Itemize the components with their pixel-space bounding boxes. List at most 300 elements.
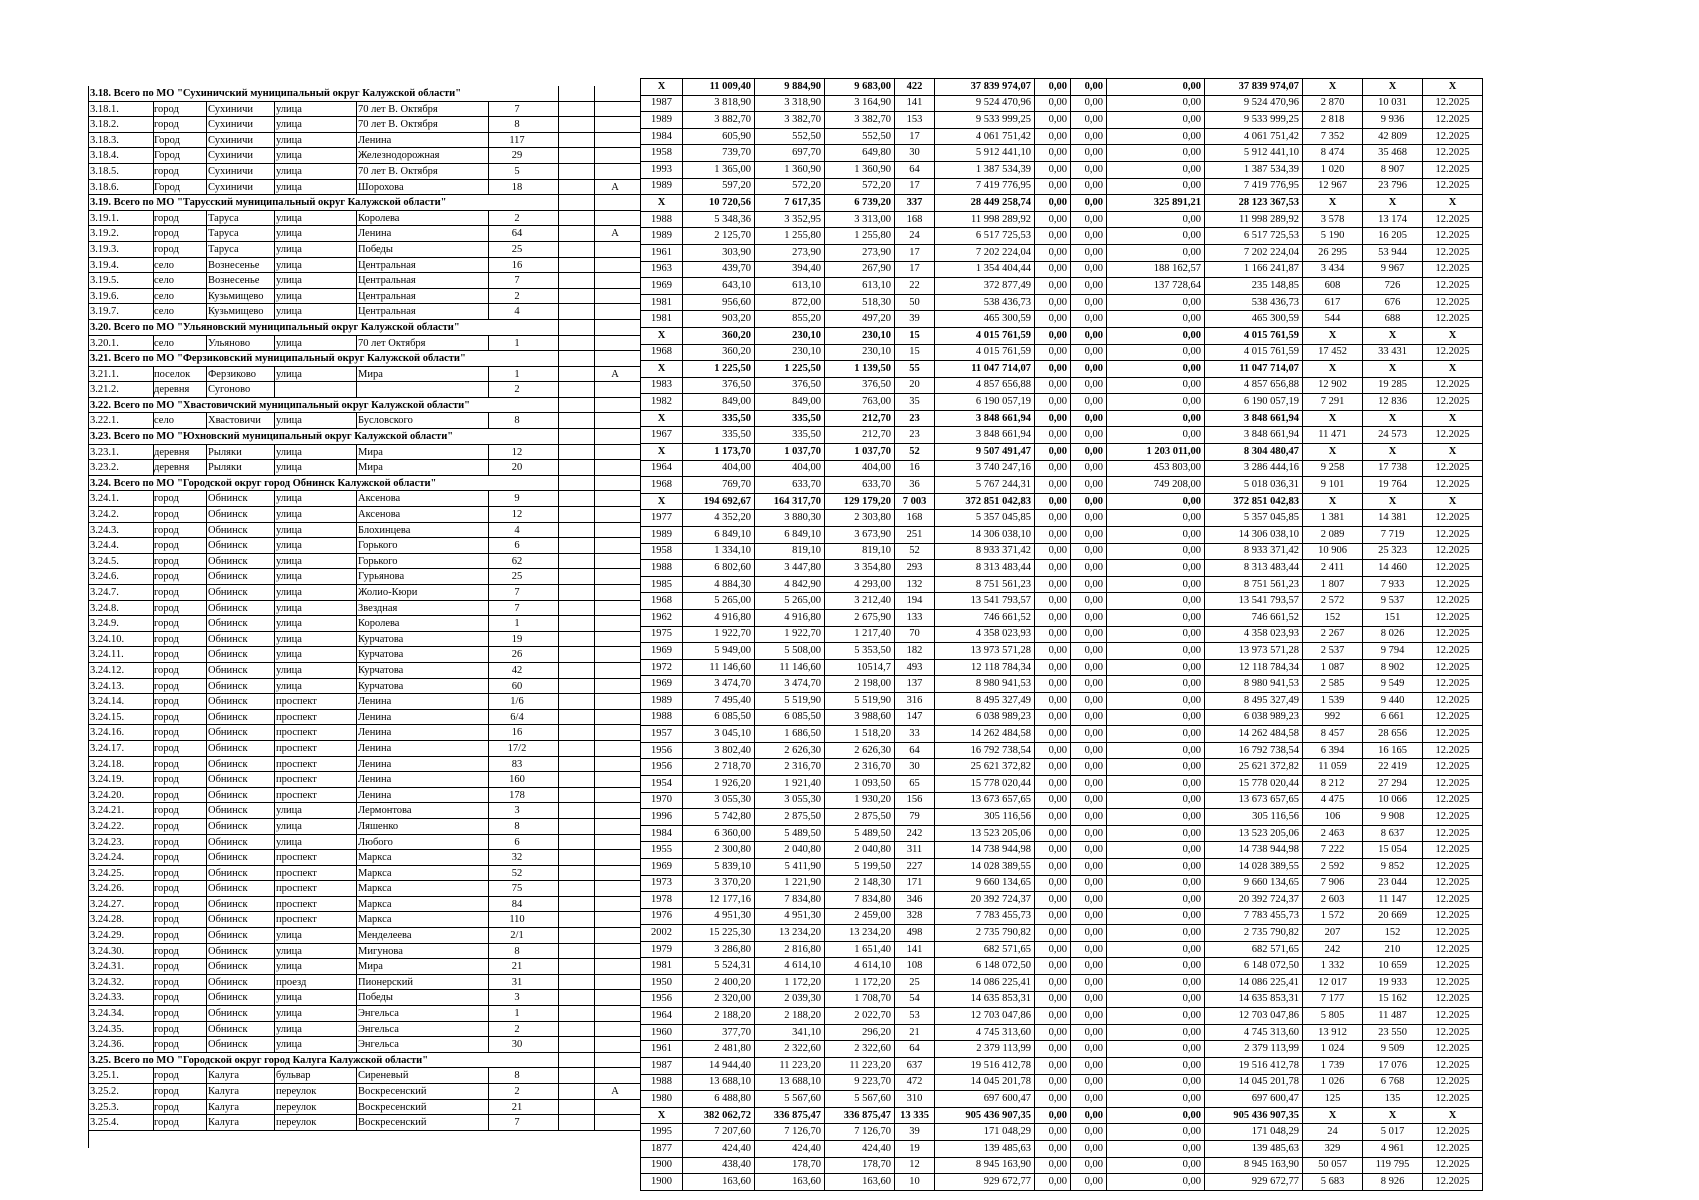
federal-funds-cell: 0,00 bbox=[1035, 244, 1071, 261]
unit-cost-area-cell: 6 394 bbox=[1303, 742, 1363, 759]
data-row bbox=[641, 178, 1483, 195]
address-row bbox=[88, 180, 641, 196]
max-unit-cost-cell: 19 933 bbox=[1363, 975, 1423, 992]
street-name: Мира bbox=[358, 446, 383, 458]
residents-count-cell: 35 bbox=[895, 394, 935, 411]
residents-count-cell: 147 bbox=[895, 709, 935, 726]
max-unit-cost-cell: 19 285 bbox=[1363, 377, 1423, 394]
unit-cost-area-cell: 1 087 bbox=[1303, 659, 1363, 676]
completion-date-cell: 12.2025 bbox=[1423, 1041, 1483, 1058]
local-funds-cell: 0,00 bbox=[1107, 410, 1205, 427]
house-number: 19 bbox=[511, 633, 523, 645]
regional-funds-cell: 0,00 bbox=[1071, 311, 1107, 328]
unit-cost-area-cell: 7 177 bbox=[1303, 991, 1363, 1008]
regional-funds-cell: 0,00 bbox=[1071, 1041, 1107, 1058]
locality-name: Сухиничи bbox=[208, 103, 253, 115]
address-row bbox=[88, 990, 641, 1006]
regional-funds-cell: 0,00 bbox=[1071, 527, 1107, 544]
owner-funds-cell: 11 047 714,07 bbox=[1205, 361, 1303, 378]
locality-name: Вознесенье bbox=[208, 275, 260, 287]
street-name: Королева bbox=[358, 212, 400, 224]
owner-funds-cell: 9 660 134,65 bbox=[1205, 875, 1303, 892]
build-year-cell: 1989 bbox=[641, 228, 683, 245]
local-funds-cell: 0,00 bbox=[1107, 643, 1205, 660]
locality-name: Обнинск bbox=[208, 618, 248, 630]
local-funds-cell: 0,00 bbox=[1107, 510, 1205, 527]
street-type: проспект bbox=[276, 883, 317, 895]
item-number: 3.24.16. bbox=[90, 727, 125, 739]
address-row bbox=[88, 148, 641, 164]
item-number: 3.24.15. bbox=[90, 711, 125, 723]
owner-funds-cell: 9 533 999,25 bbox=[1205, 112, 1303, 129]
locality-name: Обнинск bbox=[208, 587, 248, 598]
total-area-cell: 424,40 bbox=[683, 1141, 755, 1158]
address-row bbox=[88, 273, 641, 289]
house-number: 8 bbox=[514, 119, 520, 131]
owner-funds-cell: 8 933 371,42 bbox=[1205, 543, 1303, 560]
settlement-type: город bbox=[154, 540, 179, 552]
locality-name: Сухиничи bbox=[208, 150, 253, 162]
data-row bbox=[641, 1008, 1483, 1025]
total-cost-cell: 9 507 491,47 bbox=[935, 444, 1035, 461]
locality-name: Обнинск bbox=[208, 649, 248, 661]
local-funds-cell: 0,00 bbox=[1107, 543, 1205, 560]
total-area-cell: 3 802,40 bbox=[683, 742, 755, 759]
item-number: 3.24.32. bbox=[90, 976, 125, 988]
unit-cost-area-cell: 2 089 bbox=[1303, 527, 1363, 544]
living-area-cell: 2 039,30 bbox=[755, 991, 825, 1008]
street-name: Аксенова bbox=[358, 509, 401, 521]
data-row bbox=[641, 460, 1483, 477]
street-type: проспект bbox=[276, 727, 317, 739]
summary-row bbox=[641, 493, 1483, 510]
total-area-cell: 2 400,20 bbox=[683, 975, 755, 992]
unit-cost-area-cell: 11 059 bbox=[1303, 759, 1363, 776]
total-cost-cell: 1 387 534,39 bbox=[935, 161, 1035, 178]
data-row bbox=[641, 1074, 1483, 1091]
living-area-cell: 13 688,10 bbox=[755, 1074, 825, 1091]
total-area-cell: 1 365,00 bbox=[683, 161, 755, 178]
locality-name: Обнинск bbox=[208, 742, 248, 754]
address-row bbox=[88, 959, 641, 975]
settlement-type: город bbox=[154, 555, 179, 567]
completion-date-cell: 12.2025 bbox=[1423, 842, 1483, 859]
regional-funds-cell: 0,00 bbox=[1071, 161, 1107, 178]
residents-count-cell: 137 bbox=[895, 676, 935, 693]
settlement-type: город bbox=[154, 587, 179, 598]
local-funds-cell: 0,00 bbox=[1107, 941, 1205, 958]
regional-funds-cell: 0,00 bbox=[1071, 560, 1107, 577]
max-unit-cost-cell: 10 031 bbox=[1363, 95, 1423, 112]
unit-cost-area-cell: 7 291 bbox=[1303, 394, 1363, 411]
local-funds-cell: 0,00 bbox=[1107, 1074, 1205, 1091]
federal-funds-cell: 0,00 bbox=[1035, 775, 1071, 792]
completion-date-cell: 12.2025 bbox=[1423, 1008, 1483, 1025]
residential-area-cell: 1 651,40 bbox=[825, 941, 895, 958]
house-number: 4 bbox=[514, 524, 520, 536]
completion-date-cell: 12.2025 bbox=[1423, 112, 1483, 129]
street-type: переулок bbox=[276, 1086, 317, 1097]
federal-funds-cell: 0,00 bbox=[1035, 1124, 1071, 1141]
street-name: 70 лет В. Октября bbox=[358, 119, 438, 131]
locality-name: Кузьмищево bbox=[208, 290, 264, 302]
total-area-cell: 3 474,70 bbox=[683, 676, 755, 693]
item-number: 3.19.7. bbox=[90, 306, 119, 318]
max-unit-cost-cell: 10 659 bbox=[1363, 958, 1423, 975]
data-row bbox=[641, 792, 1483, 809]
street-type: улица bbox=[276, 228, 302, 240]
item-number: 3.24.5. bbox=[90, 555, 119, 567]
unit-cost-area-cell: X bbox=[1303, 361, 1363, 378]
max-unit-cost-cell: 135 bbox=[1363, 1091, 1423, 1108]
street-name: Королева bbox=[358, 618, 400, 630]
residents-count-cell: 33 bbox=[895, 726, 935, 743]
max-unit-cost-cell: 14 460 bbox=[1363, 560, 1423, 577]
summary-row bbox=[641, 79, 1483, 96]
build-year-cell: 1969 bbox=[641, 278, 683, 295]
item-number: 3.20.1. bbox=[90, 337, 119, 349]
residential-area-cell: 13 234,20 bbox=[825, 925, 895, 942]
owner-funds-cell: 15 778 020,44 bbox=[1205, 775, 1303, 792]
local-funds-cell: 0,00 bbox=[1107, 1141, 1205, 1158]
residents-count-cell: 64 bbox=[895, 161, 935, 178]
unit-cost-area-cell: 4 475 bbox=[1303, 792, 1363, 809]
build-year-cell: X bbox=[641, 195, 683, 212]
locality-name: Рыляки bbox=[208, 462, 242, 474]
max-unit-cost-cell: 16 165 bbox=[1363, 742, 1423, 759]
residents-count-cell: 311 bbox=[895, 842, 935, 859]
build-year-cell: X bbox=[641, 410, 683, 427]
federal-funds-cell: 0,00 bbox=[1035, 1174, 1071, 1191]
residential-area-cell: 2 040,80 bbox=[825, 842, 895, 859]
build-year-cell: 1957 bbox=[641, 726, 683, 743]
address-row bbox=[88, 710, 641, 726]
house-number: 2/1 bbox=[510, 930, 524, 942]
data-row bbox=[641, 394, 1483, 411]
total-cost-cell: 7 419 776,95 bbox=[935, 178, 1035, 195]
locality-name: Обнинск bbox=[208, 509, 248, 521]
unit-cost-area-cell: 12 967 bbox=[1303, 178, 1363, 195]
completion-date-cell: 12.2025 bbox=[1423, 792, 1483, 809]
max-unit-cost-cell: 9 908 bbox=[1363, 809, 1423, 826]
build-year-cell: 1969 bbox=[641, 676, 683, 693]
build-year-cell: X bbox=[641, 1107, 683, 1124]
owner-funds-cell: 5 912 441,10 bbox=[1205, 145, 1303, 162]
settlement-type: город bbox=[154, 867, 179, 879]
street-type: проспект bbox=[276, 898, 317, 910]
owner-funds-cell: 4 358 023,93 bbox=[1205, 626, 1303, 643]
regional-funds-cell: 0,00 bbox=[1071, 294, 1107, 311]
total-area-cell: 5 524,31 bbox=[683, 958, 755, 975]
house-number: 12 bbox=[511, 509, 523, 521]
house-number: 60 bbox=[511, 680, 523, 692]
owner-funds-cell: 697 600,47 bbox=[1205, 1091, 1303, 1108]
owner-funds-cell: 1 166 241,87 bbox=[1205, 261, 1303, 278]
item-number: 3.24.12. bbox=[90, 664, 125, 676]
local-funds-cell: 0,00 bbox=[1107, 676, 1205, 693]
living-area-cell: 1 360,90 bbox=[755, 161, 825, 178]
settlement-type: село bbox=[154, 290, 174, 302]
owner-funds-cell: 4 857 656,88 bbox=[1205, 377, 1303, 394]
unit-cost-area-cell: 50 057 bbox=[1303, 1157, 1363, 1174]
local-funds-cell: 0,00 bbox=[1107, 427, 1205, 444]
total-area-cell: 4 884,30 bbox=[683, 576, 755, 593]
street-type: улица bbox=[276, 555, 302, 567]
street-name: Ленина bbox=[358, 758, 392, 770]
owner-funds-cell: 16 792 738,54 bbox=[1205, 742, 1303, 759]
build-year-cell: 1987 bbox=[641, 1058, 683, 1075]
completion-date-cell: 12.2025 bbox=[1423, 875, 1483, 892]
total-cost-cell: 20 392 724,37 bbox=[935, 892, 1035, 909]
settlement-type: город bbox=[154, 976, 179, 988]
total-cost-cell: 7 202 224,04 bbox=[935, 244, 1035, 261]
total-cost-cell: 14 635 853,31 bbox=[935, 991, 1035, 1008]
locality-name: Обнинск bbox=[208, 898, 248, 910]
living-area-cell: 1 172,20 bbox=[755, 975, 825, 992]
address-row bbox=[88, 647, 641, 663]
living-area-cell: 2 322,60 bbox=[755, 1041, 825, 1058]
living-area-cell: 2 816,80 bbox=[755, 941, 825, 958]
living-area-cell: 11 146,60 bbox=[755, 659, 825, 676]
living-area-cell: 335,50 bbox=[755, 410, 825, 427]
total-area-cell: 1 225,50 bbox=[683, 361, 755, 378]
regional-funds-cell: 0,00 bbox=[1071, 825, 1107, 842]
total-cost-cell: 1 354 404,44 bbox=[935, 261, 1035, 278]
owner-funds-cell: 8 495 327,49 bbox=[1205, 692, 1303, 709]
regional-funds-cell: 0,00 bbox=[1071, 610, 1107, 627]
item-number: 3.18.6. bbox=[90, 181, 119, 193]
local-funds-cell: 0,00 bbox=[1107, 1091, 1205, 1108]
federal-funds-cell: 0,00 bbox=[1035, 576, 1071, 593]
max-unit-cost-cell: 17 076 bbox=[1363, 1058, 1423, 1075]
locality-name: Обнинск bbox=[208, 711, 248, 723]
regional-funds-cell: 0,00 bbox=[1071, 178, 1107, 195]
max-unit-cost-cell: 9 967 bbox=[1363, 261, 1423, 278]
owner-funds-cell: 20 392 724,37 bbox=[1205, 892, 1303, 909]
completion-date-cell: 12.2025 bbox=[1423, 161, 1483, 178]
item-number: 3.24.14. bbox=[90, 696, 125, 708]
regional-funds-cell: 0,00 bbox=[1071, 427, 1107, 444]
house-number: 8 bbox=[514, 415, 520, 427]
unit-cost-area-cell: 2 585 bbox=[1303, 676, 1363, 693]
regional-funds-cell: 0,00 bbox=[1071, 659, 1107, 676]
completion-date-cell: 12.2025 bbox=[1423, 294, 1483, 311]
completion-date-cell: 12.2025 bbox=[1423, 178, 1483, 195]
owner-funds-cell: 4 015 761,59 bbox=[1205, 344, 1303, 361]
federal-funds-cell: 0,00 bbox=[1035, 991, 1071, 1008]
residential-area-cell: 1 037,70 bbox=[825, 444, 895, 461]
address-row bbox=[88, 491, 641, 507]
unit-cost-area-cell: 3 578 bbox=[1303, 211, 1363, 228]
max-unit-cost-cell: 14 381 bbox=[1363, 510, 1423, 527]
federal-funds-cell: 0,00 bbox=[1035, 178, 1071, 195]
address-row bbox=[88, 897, 641, 913]
data-row bbox=[641, 908, 1483, 925]
house-number: 110 bbox=[509, 914, 525, 926]
address-row bbox=[88, 242, 641, 258]
living-area-cell: 872,00 bbox=[755, 294, 825, 311]
max-unit-cost-cell: X bbox=[1363, 361, 1423, 378]
locality-name: Обнинск bbox=[208, 555, 248, 567]
completion-date-cell: 12.2025 bbox=[1423, 427, 1483, 444]
street-name: Ленина bbox=[358, 228, 392, 240]
street-type: улица bbox=[276, 602, 302, 614]
owner-funds-cell: 6 190 057,19 bbox=[1205, 394, 1303, 411]
living-area-cell: 1 922,70 bbox=[755, 626, 825, 643]
address-row bbox=[88, 757, 641, 773]
residents-count-cell: 50 bbox=[895, 294, 935, 311]
house-letter: А bbox=[611, 368, 619, 380]
build-year-cell: X bbox=[641, 493, 683, 510]
address-list bbox=[88, 86, 641, 1131]
local-funds-cell: 0,00 bbox=[1107, 228, 1205, 245]
street-type: проспект bbox=[276, 867, 317, 879]
locality-name: Вознесенье bbox=[208, 259, 260, 271]
settlement-type: город bbox=[154, 493, 179, 505]
unit-cost-area-cell: 1 332 bbox=[1303, 958, 1363, 975]
living-area-cell: 572,20 bbox=[755, 178, 825, 195]
data-row bbox=[641, 128, 1483, 145]
street-type: улица bbox=[276, 275, 302, 287]
total-cost-cell: 6 517 725,53 bbox=[935, 228, 1035, 245]
item-number: 3.25.3. bbox=[90, 1101, 119, 1113]
max-unit-cost-cell: 23 796 bbox=[1363, 178, 1423, 195]
living-area-cell: 1 921,40 bbox=[755, 775, 825, 792]
summary-row bbox=[641, 361, 1483, 378]
local-funds-cell: 0,00 bbox=[1107, 244, 1205, 261]
local-funds-cell: 0,00 bbox=[1107, 775, 1205, 792]
total-cost-cell: 6 190 057,19 bbox=[935, 394, 1035, 411]
living-area-cell: 230,10 bbox=[755, 327, 825, 344]
item-number: 3.23.1. bbox=[90, 446, 119, 458]
data-row bbox=[641, 941, 1483, 958]
owner-funds-cell: 6 148 072,50 bbox=[1205, 958, 1303, 975]
total-area-cell: 7 207,60 bbox=[683, 1124, 755, 1141]
owner-funds-cell: 14 045 201,78 bbox=[1205, 1074, 1303, 1091]
residential-area-cell: 4 293,00 bbox=[825, 576, 895, 593]
address-row bbox=[88, 912, 641, 928]
living-area-cell: 9 884,90 bbox=[755, 79, 825, 96]
item-number: 3.24.26. bbox=[90, 883, 125, 895]
regional-funds-cell: 0,00 bbox=[1071, 327, 1107, 344]
address-row bbox=[88, 835, 641, 851]
item-number: 3.24.27. bbox=[90, 898, 125, 910]
living-area-cell: 3 318,90 bbox=[755, 95, 825, 112]
data-row bbox=[641, 294, 1483, 311]
street-type: улица bbox=[276, 290, 302, 302]
item-number: 3.24.17. bbox=[90, 742, 125, 754]
address-row bbox=[88, 741, 641, 757]
locality-name: Калуга bbox=[208, 1070, 240, 1082]
item-number: 3.24.3. bbox=[90, 524, 119, 536]
total-cost-cell: 4 015 761,59 bbox=[935, 327, 1035, 344]
residents-count-cell: 52 bbox=[895, 444, 935, 461]
max-unit-cost-cell: 152 bbox=[1363, 925, 1423, 942]
item-number: 3.24.10. bbox=[90, 633, 125, 645]
data-row bbox=[641, 825, 1483, 842]
section-total-heading bbox=[88, 398, 641, 414]
living-area-cell: 404,00 bbox=[755, 460, 825, 477]
address-row bbox=[88, 289, 641, 305]
settlement-type: Город bbox=[154, 181, 180, 193]
total-area-cell: 739,70 bbox=[683, 145, 755, 162]
total-cost-cell: 171 048,29 bbox=[935, 1124, 1035, 1141]
federal-funds-cell: 0,00 bbox=[1035, 195, 1071, 212]
unit-cost-area-cell: 2 603 bbox=[1303, 892, 1363, 909]
federal-funds-cell: 0,00 bbox=[1035, 344, 1071, 361]
house-number: 21 bbox=[511, 961, 523, 973]
residents-count-cell: 310 bbox=[895, 1091, 935, 1108]
total-area-cell: 849,00 bbox=[683, 394, 755, 411]
max-unit-cost-cell: 726 bbox=[1363, 278, 1423, 295]
house-number: 21 bbox=[511, 1101, 523, 1113]
street-type: улица bbox=[276, 820, 302, 832]
build-year-cell: 1950 bbox=[641, 975, 683, 992]
build-year-cell: 1956 bbox=[641, 742, 683, 759]
living-area-cell: 2 188,20 bbox=[755, 1008, 825, 1025]
data-row bbox=[641, 925, 1483, 942]
total-cost-cell: 372 851 042,83 bbox=[935, 493, 1035, 510]
street-name: Мира bbox=[358, 462, 383, 474]
street-name: Курчатова bbox=[358, 649, 404, 661]
address-row bbox=[88, 944, 641, 960]
max-unit-cost-cell: 676 bbox=[1363, 294, 1423, 311]
owner-funds-cell: 929 672,77 bbox=[1205, 1174, 1303, 1191]
street-type: проспект bbox=[276, 852, 317, 864]
item-number: 3.24.24. bbox=[90, 852, 125, 864]
living-area-cell: 1 037,70 bbox=[755, 444, 825, 461]
item-number: 3.25.1. bbox=[90, 1070, 119, 1082]
settlement-type: город bbox=[154, 165, 179, 177]
total-area-cell: 5 949,00 bbox=[683, 643, 755, 660]
locality-name: Обнинск bbox=[208, 805, 248, 817]
max-unit-cost-cell: 19 764 bbox=[1363, 477, 1423, 494]
residents-count-cell: 30 bbox=[895, 145, 935, 162]
completion-date-cell: X bbox=[1423, 493, 1483, 510]
build-year-cell: 1989 bbox=[641, 178, 683, 195]
owner-funds-cell: 11 998 289,92 bbox=[1205, 211, 1303, 228]
local-funds-cell: 0,00 bbox=[1107, 958, 1205, 975]
address-row bbox=[88, 1084, 641, 1100]
residents-count-cell: 21 bbox=[895, 1024, 935, 1041]
max-unit-cost-cell: X bbox=[1363, 410, 1423, 427]
address-row bbox=[88, 523, 641, 539]
street-type: проезд bbox=[276, 976, 307, 988]
build-year-cell: 1989 bbox=[641, 692, 683, 709]
federal-funds-cell: 0,00 bbox=[1035, 493, 1071, 510]
local-funds-cell: 0,00 bbox=[1107, 1008, 1205, 1025]
residential-area-cell: 2 316,70 bbox=[825, 759, 895, 776]
street-name: Маркса bbox=[358, 867, 392, 879]
residential-area-cell: 1 708,70 bbox=[825, 991, 895, 1008]
item-number: 3.24.8. bbox=[90, 602, 119, 614]
total-area-cell: 1 926,20 bbox=[683, 775, 755, 792]
residential-area-cell: 267,90 bbox=[825, 261, 895, 278]
street-type: улица bbox=[276, 150, 302, 162]
max-unit-cost-cell: 13 174 bbox=[1363, 211, 1423, 228]
residents-count-cell: 132 bbox=[895, 576, 935, 593]
settlement-type: город bbox=[154, 119, 179, 131]
owner-funds-cell: 13 541 793,57 bbox=[1205, 593, 1303, 610]
data-row bbox=[641, 228, 1483, 245]
street-name: Энгельса bbox=[358, 1023, 399, 1035]
settlement-type: город bbox=[154, 727, 179, 739]
residential-area-cell: 404,00 bbox=[825, 460, 895, 477]
unit-cost-area-cell: 2 572 bbox=[1303, 593, 1363, 610]
total-area-cell: 3 882,70 bbox=[683, 112, 755, 129]
total-area-cell: 335,50 bbox=[683, 427, 755, 444]
living-area-cell: 613,10 bbox=[755, 278, 825, 295]
